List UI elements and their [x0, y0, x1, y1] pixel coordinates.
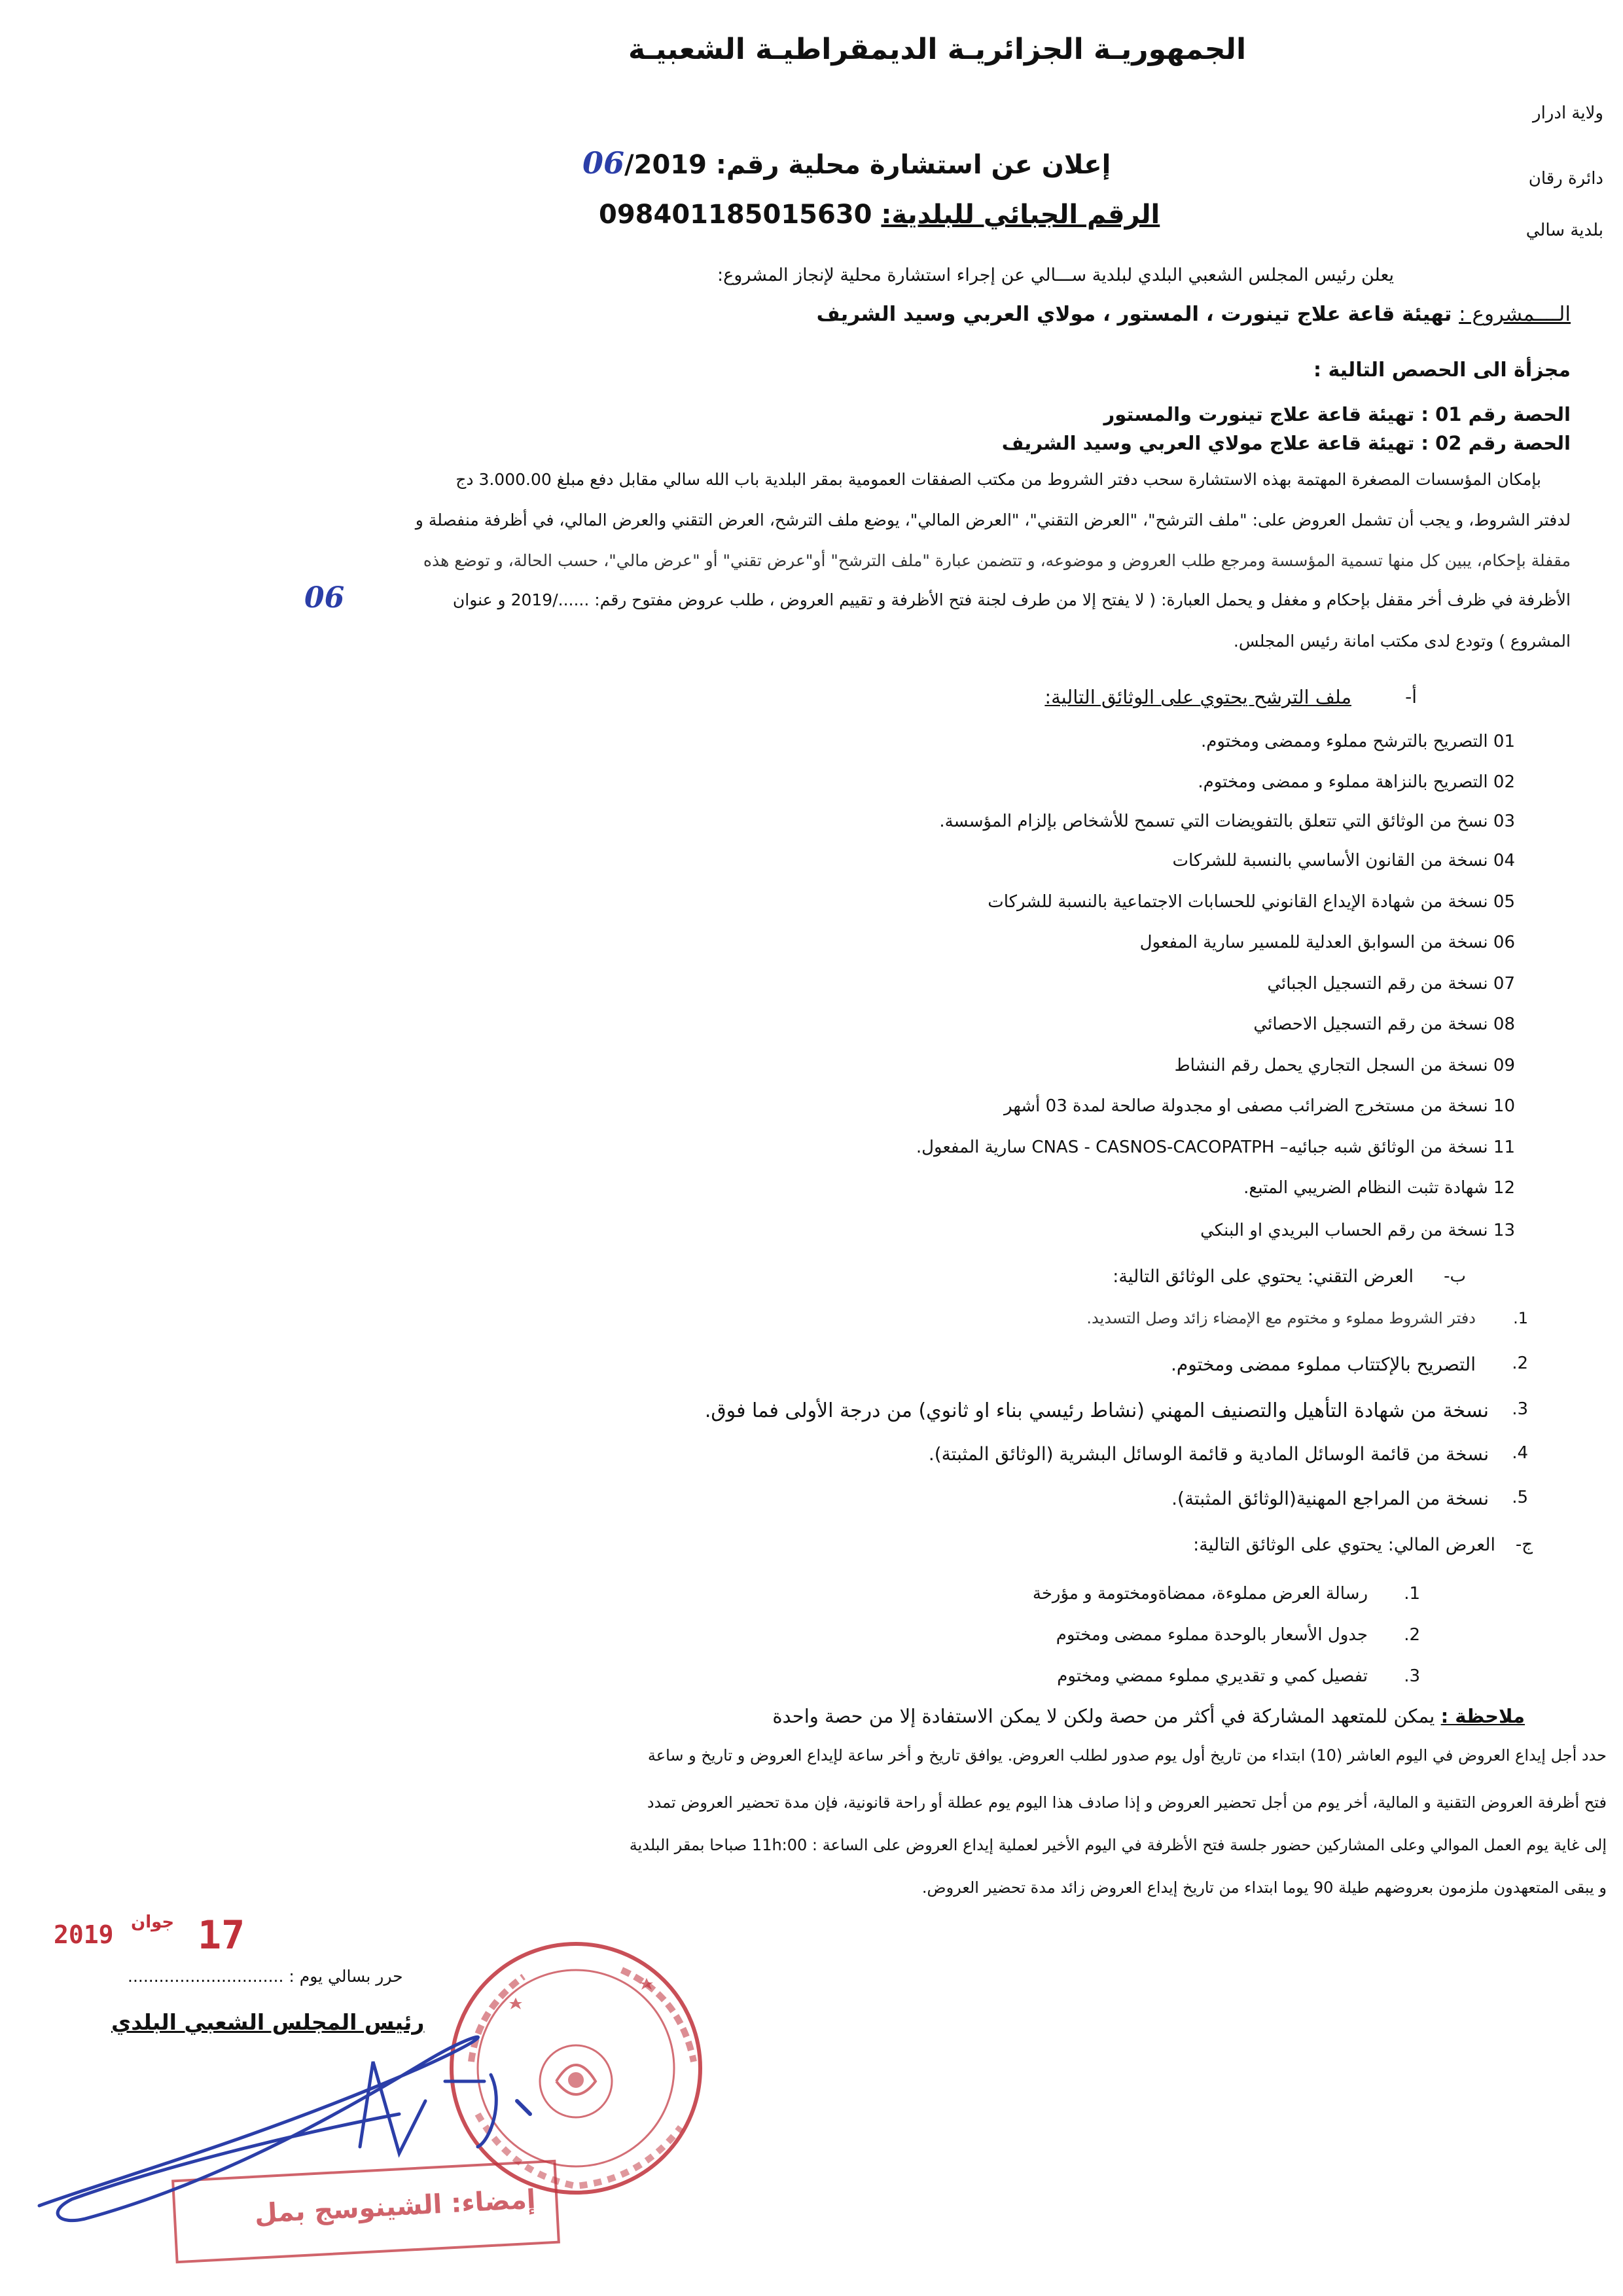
republic-title: الجمهوريـة الجزائريـة الديمقراطيـة الشعبيـة: [628, 33, 1247, 66]
list-number: 1.: [1404, 1584, 1420, 1604]
body-line-2: لدفتر الشروط، و يجب أن تشمل العروض على: "ملف الترشح"، "العرض التقني"، "العرض المالي"، يوضع ملف الترشح، العرض التقني والعرض المالي، في أظرفة منفصلة و: [415, 511, 1571, 529]
list-item: 08 نسخة من رقم التسجيل الاحصائي: [1253, 1014, 1515, 1034]
note-label: ملاحظة :: [1440, 1705, 1525, 1727]
wilaya-label: ولاية ادرار: [1533, 103, 1603, 123]
body-line-5: المشروع ) وتودع لدى مكتب امانة رئيس المجلس.: [1233, 632, 1571, 651]
technical-marker: ب-: [1444, 1266, 1466, 1286]
list-number: 2.: [1404, 1625, 1420, 1645]
list-item: 07 نسخة من رقم التسجيل الجبائي: [1267, 974, 1515, 994]
list-item: 03 نسخ من الوثائق التي تتعلق بالتفويضات التي تسمح للأشخاص بإلزام المؤسسة.: [939, 812, 1515, 831]
body-line-3: مقفلة بإحكام، يبين كل منها تسمية المؤسسة ومرجع طلب العروض و موضوعه، و تتضمن عبارة "ملف الترشح" أو"عرض تقني" أو "عرض مالي"، حسب الحالة، و توضع هذه: [423, 551, 1571, 570]
handwritten-signature: [33, 1983, 622, 2232]
list-number: 1.: [1513, 1309, 1528, 1327]
list-item: 01 التصريح بالترشح مملوء وممضى ومختوم.: [1200, 732, 1515, 751]
list-item: نسخة من قائمة الوسائل المادية و قائمة الوسائل البشرية (الوثائق المثبتة).: [928, 1443, 1489, 1465]
commune-label: بلدية سالي: [1525, 221, 1603, 240]
body-handwritten-number: 06: [304, 581, 345, 615]
list-item: 10 نسخة من مستخرج الضرائب مصفى او مجدولة صالحة لمدة 03 أشهر: [1004, 1096, 1515, 1116]
financial-heading: العرض المالي: يحتوي على الوثائق التالية:: [1193, 1535, 1495, 1555]
list-item: التصريح بالإكتتاب مملوء ممضى ومختوم.: [1170, 1354, 1476, 1375]
project-label: الــــمشروع :: [1459, 302, 1571, 326]
list-number: 2.: [1512, 1354, 1528, 1373]
announcement-title-suffix: /2019: [624, 150, 707, 180]
list-item: دفتر الشروط مملوء و مختوم مع الإمضاء زائد وصل التسديد.: [1086, 1309, 1476, 1327]
tax-number-label: الرقم الجبائي للبلدية:: [881, 200, 1160, 230]
signatory-title: رئيس المجلس الشعبي البلدي: [111, 2009, 425, 2035]
deadline-line-2: فتح أظرفة العروض التقنية و المالية، أخر يوم من أجل تحضير العروض و إذا صادف هذا اليوم يوم عطلة أو راحة قانونية، فإن مدة تحضير العروض تمدد: [647, 1793, 1607, 1812]
list-item: تفصيل كمي و تقديري مملوء ممضي ومختوم: [1057, 1666, 1368, 1686]
body-line-4: الأظرفة في ظرف أخر مقفل بإحكام و مغفل و يحمل العبارة: ( لا يفتح إلا من طرف لجنة فتح الأظرفة و تقييم العروض ، طلب عروض مفتوح رقم: ....../2019 و عنوان: [452, 590, 1571, 609]
list-item: 05 نسخة من شهادة الإيداع القانوني للحسابات الاجتماعية بالنسبة للشركات: [988, 892, 1515, 912]
tax-number-line: [599, 200, 1160, 230]
project-name: تهيئة قاعة علاج تينورت ، المستور ، مولاي العربي وسيد الشريف: [816, 302, 1452, 326]
deadline-line-1: حدد أجل إيداع العروض في اليوم العاشر (10) ابتداء من تاريخ أول يوم صدور لطلب العروض. يوافق تاريخ و أخر ساعة لإيداع العروض و تاريخ و ساعة: [647, 1746, 1607, 1765]
date-stamp: [54, 1912, 250, 1958]
technical-heading: العرض التقني: يحتوي على الوثائق التالية:: [1113, 1266, 1414, 1287]
list-item: نسخة من شهادة التأهيل والتصنيف المهني (نشاط رئيسي بناء او ثانوي) من درجة الأولى فما فوق.: [704, 1399, 1489, 1422]
list-item: 02 التصريح بالنزاهة مملوء و ممضى ومختوم.: [1198, 772, 1515, 792]
list-number: 5.: [1512, 1488, 1528, 1507]
list-item: 13 نسخة من رقم الحساب البريدي او البنكي: [1200, 1221, 1515, 1240]
list-item: 09 نسخة من السجل التجاري يحمل رقم النشاط: [1174, 1056, 1515, 1075]
lot-2: الحصة رقم 02 : تهيئة قاعة علاج مولاي العربي وسيد الشريف: [1001, 432, 1571, 454]
note-text: يمكن للمتعهد المشاركة في أكثر من حصة ولكن لا يمكن الاستفادة إلا من حصة واحدة: [772, 1705, 1435, 1727]
lots-heading: مجزأة الى الحصص التالية :: [1313, 359, 1571, 382]
lot-1: الحصة رقم 01 : تهيئة قاعة علاج تينورت والمستور: [1103, 403, 1571, 425]
done-at-dots: ..............................: [128, 1967, 284, 1986]
tax-number-value: 098401185015630: [599, 200, 872, 230]
list-item: 04 نسخة من القانون الأساسي بالنسبة للشركات: [1172, 851, 1515, 870]
candidacy-marker: أ-: [1405, 686, 1417, 708]
project-line: [817, 302, 1571, 326]
list-item: رسالة العرض مملوءة، ممضاةومختومة و مؤرخة: [1032, 1584, 1368, 1604]
daira-label: دائرة رقان: [1528, 169, 1603, 188]
list-item: نسخة من المراجع المهنية(الوثائق المثبتة).: [1171, 1488, 1489, 1509]
deadline-line-4: و يبقى المتعهدون ملزمون بعروضهم طيلة 90 يوما ابتداء من تاريخ إيداع العروض زائد مدة تحضير العروض.: [921, 1878, 1607, 1897]
announcement-title: [582, 145, 1111, 181]
date-stamp-year: 2019: [54, 1920, 114, 1949]
list-item: جدول الأسعار بالوحدة مملوء ممضى ومختوم: [1056, 1625, 1368, 1645]
date-stamp-day: 17: [198, 1912, 245, 1958]
announcement-title-prefix: إعلان عن استشارة محلية رقم:: [715, 150, 1111, 180]
body-line-1: بإمكان المؤسسات المصغرة المهتمة بهذه الاستشارة سحب دفتر الشروط من مكتب الصفقات العمومية بمقر البلدية باب الله سالي مقابل دفع مبلغ 3.000.00 دج: [455, 470, 1541, 489]
date-stamp-month: جوان: [131, 1912, 175, 1932]
candidacy-heading: ملف الترشح يحتوي على الوثائق التالية:: [1044, 686, 1351, 708]
financial-marker: ج-: [1515, 1535, 1533, 1554]
list-item: 11 نسخة من الوثائق شبه جبائيه– CNAS - CASNOS-CACOPATPH سارية المفعول.: [916, 1138, 1515, 1157]
announcement-number-handwritten: 06: [582, 145, 625, 181]
list-number: 3.: [1404, 1666, 1420, 1686]
intro-line: يعلن رئيس المجلس الشعبي البلدي لبلدية ســـالي عن إجراء استشارة محلية لإنجاز المشروع:: [717, 265, 1394, 285]
list-item: 06 نسخة من السوابق العدلية للمسير سارية المفعول: [1139, 933, 1515, 952]
note-line: [772, 1705, 1525, 1727]
list-item: 12 شهادة تثبت النظام الضريبي المتبع.: [1243, 1178, 1515, 1198]
deadline-line-3: إلى غاية يوم العمل الموالي وعلى المشاركين حضور جلسة فتح الأظرفة في اليوم الأخير لعملية إيداع العروض على الساعة : 11h:00 صباحا بمقر البلدية: [629, 1836, 1607, 1854]
list-number: 3.: [1512, 1399, 1528, 1419]
done-at-label: حرر بسالي يوم :: [289, 1967, 403, 1986]
list-number: 4.: [1512, 1443, 1528, 1463]
signature-stamp-text: إمضاء: الشينوسج بمل: [253, 2184, 537, 2229]
